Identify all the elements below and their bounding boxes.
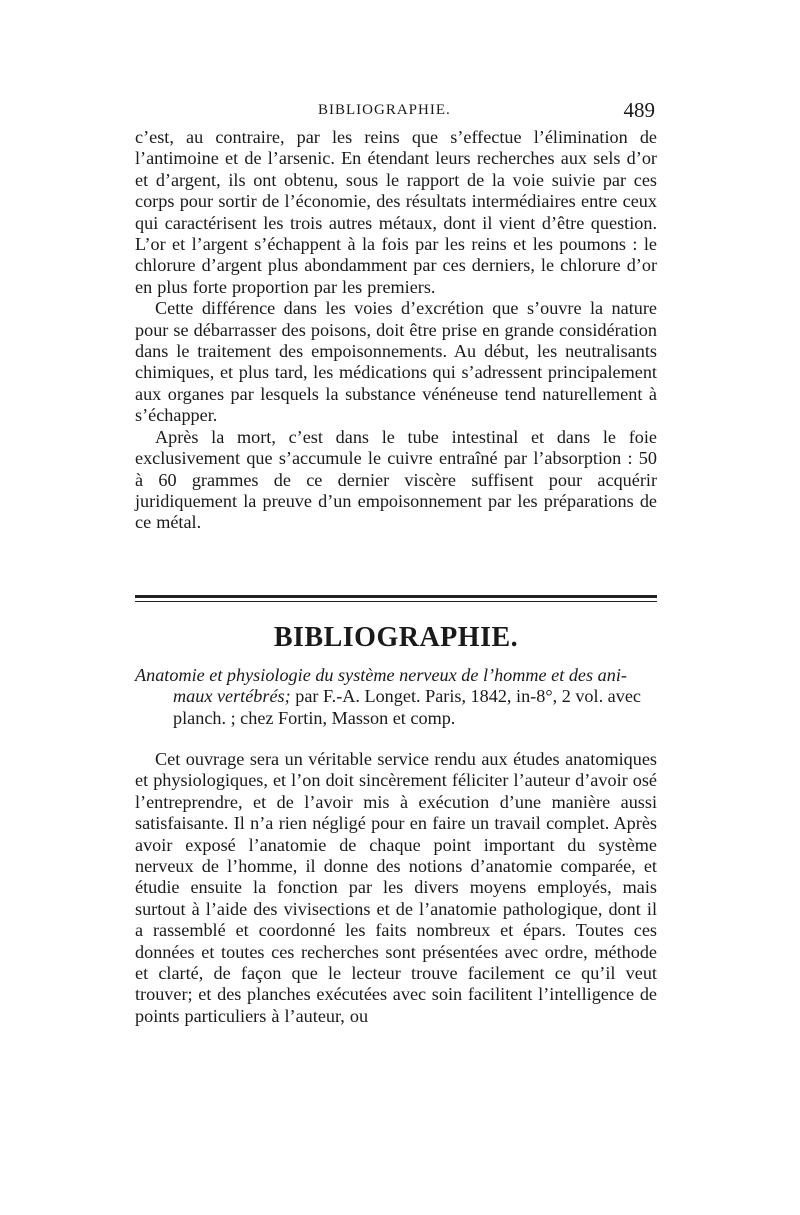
- section-heading: BIBLIOGRAPHIE.: [273, 622, 519, 653]
- running-header: [135, 98, 657, 124]
- book-title-part-2: maux vertébrés;: [173, 686, 291, 707]
- section-divider-thin: [135, 601, 657, 602]
- review-text: [135, 749, 657, 1027]
- continued-text: [135, 127, 657, 534]
- paragraph-excretion: Cette différence dans les voies d’excrétion que s’ouvre la nature pour se débarrasser des poisons, doit être prise en grande considération dans le traitement des empoisonnements. Au début, les neutralisants chimiques, et plus tard, les médications qui s’adressent principalement aux organes par lesquels la substance vénéneuse tend naturellement à s’échapper.: [135, 298, 657, 426]
- citation-author-publication: par F.-A. Longet. Paris, 1842, in-8°, 2 vol. avec: [290, 686, 641, 707]
- book-title-part-1: Anatomie et physiologie du système nerveux de l’homme et des ani-: [135, 665, 627, 685]
- paragraph-after-death: Après la mort, c’est dans le tube intestinal et dans le foie exclusivement que s’accumule le cuivre entraîné par l’absorption : 50 à 60 grammes de ce dernier viscère suffisent pour acquérir juridiquement la preuve d’un empoisonnement par les préparations de ce métal.: [135, 426, 657, 533]
- section-divider-thick: [135, 595, 657, 598]
- paragraph-elimination: c’est, au contraire, par les reins que s’effectue l’élimination de l’antimoine et de l’arsenic. En étendant leurs recherches aux sels d’or et d’argent, ils ont obtenu, sous le rapport de la voie suivie par ces corps pour sortir de l’économie, des résultats intermédiaires entre ceux qui caractérisent les trois autres métaux, dont il vient d’être question. L’or et l’argent s’échappent à la fois par les reins et les poumons : le chlorure d’argent plus abondamment par ces derniers, le chlorure d’or en plus forte proportion par les premiers.: [135, 127, 657, 297]
- paragraph-review: Cet ouvrage sera un véritable service rendu aux études anatomiques et physiologiques, et l’on doit sincèrement féliciter l’auteur d’avoir osé l’entreprendre, et de l’avoir mis à exécution d’une manière aussi satisfaisante. Il n’a rien négligé pour en faire un travail complet. Après avoir exposé l’anatomie de chaque point important du système nerveux de l’homme, il donne des notions d’anatomie comparée, et étudie ensuite la fonction par les divers moyens employés, mais surtout à l’aide des vivisections et de l’anatomie pathologique, dont il a rassemblé et coordonné les faits nombreux et épars. Toutes ces données et toutes ces recherches sont présentées avec ordre, méthode et clarté, de façon que le lecteur trouve facilement ce qu’il veut trouver; et des planches exécutées avec soin facilitent l’intelligence de points particuliers à l’auteur, ou: [135, 749, 657, 1026]
- citation-line-2: [135, 686, 657, 707]
- book-citation: [135, 665, 657, 729]
- citation-line-1: [135, 665, 657, 686]
- page-number: 489: [623, 98, 655, 122]
- citation-line-3: [135, 708, 657, 729]
- running-title: BIBLIOGRAPHIE.: [318, 102, 451, 118]
- citation-publisher: planch. ; chez Fortin, Masson et comp.: [173, 707, 456, 728]
